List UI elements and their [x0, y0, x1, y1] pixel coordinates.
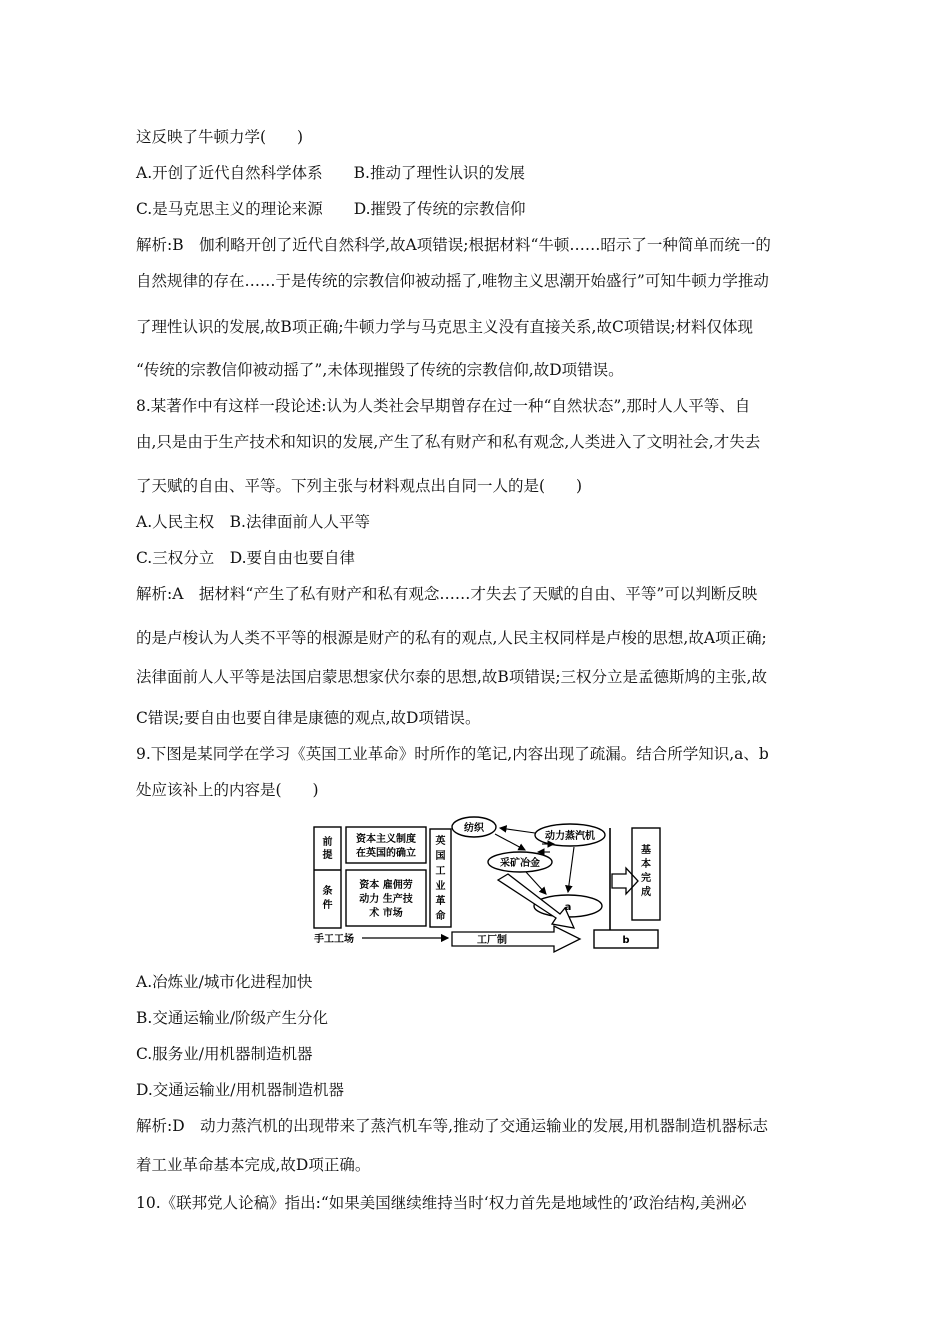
q9-stem-line1: 9.下图是某同学在学习《英国工业革命》时所作的笔记,内容出现了疏漏。结合所学知识,a、b: [136, 745, 769, 763]
q7-analysis-line4: “传统的宗教信仰被动摇了”,未体现摧毁了传统的宗教信仰,故D项错误。: [136, 361, 624, 379]
q8-analysis-line2: 的是卢梭认为人类不平等的根源是财产的私有的观点,人民主权同样是卢梭的思想,故A项正确;: [136, 629, 767, 647]
q8-analysis-line3: 法律面前人人平等是法国启蒙思想家伏尔泰的思想,故B项错误;三权分立是孟德斯鸠的主张,故: [136, 668, 767, 686]
q7-options-row2: C.是马克思主义的理论来源 D.摧毁了传统的宗教信仰: [136, 200, 526, 218]
q8-analysis-line1: 解析:A 据材料“产生了私有财产和私有观念……才失去了天赋的自由、平等”可以判断反映: [136, 585, 758, 603]
blank-b-label: b: [622, 935, 630, 946]
premise-label: [323, 835, 333, 861]
q7-analysis-line3: 了理性认识的发展,故B项正确;牛顿力学与马克思主义没有直接关系,故C项错误;材料仅体现: [136, 318, 754, 336]
industrial-revolution-diagram: [312, 814, 662, 960]
q7-analysis-line1: 解析:B 伽利略开创了近代自然科学,故A项错误;根据材料“牛顿……昭示了一种简单而统一的: [136, 236, 771, 254]
q9-stem-line2: 处应该补上的内容是( ): [136, 781, 319, 799]
q7-options-row1: A.开创了近代自然科学体系 B.推动了理性认识的发展: [136, 164, 525, 182]
factory-arrow: [452, 926, 580, 952]
q8-analysis-line4: C错误;要自由也要自律是康德的观点,故D项错误。: [136, 709, 481, 727]
handicraft-label: 手工工场: [314, 934, 354, 945]
q8-stem-line3: 了天赋的自由、平等。下列主张与材料观点出自同一人的是( ): [136, 477, 583, 495]
premise-text-2: 在英国的确立: [356, 848, 416, 859]
completed-vert-text: 基本完成: [641, 845, 651, 898]
revolution-vert-text: 英国工业革命: [435, 836, 446, 922]
textile-label: 纺织: [464, 823, 484, 834]
q8-stem-line1: 8.某著作中有这样一段论述:认为人类社会早期曾存在过一种“自然状态”,那时人人平等、自: [136, 397, 751, 415]
premise-vert-text: 前提: [322, 837, 333, 861]
q9-option-d: D.交通运输业/用机器制造机器: [136, 1081, 345, 1099]
q10-stem-line1: 10.《联邦党人论稿》指出:“如果美国继续维持当时‘权力首先是地域性的’政治结构,美洲必: [136, 1194, 747, 1212]
completed-label: [641, 843, 651, 898]
condition-text-2: 动力 生产技: [359, 894, 413, 905]
q9-option-b: B.交通运输业/阶级产生分化: [136, 1009, 329, 1027]
steam-engine-label: 动力蒸汽机: [545, 831, 595, 842]
condition-label: [323, 884, 333, 911]
q8-stem-line2: 由,只是由于生产技术和知识的发展,产生了私有财产和私有观念,人类进入了文明社会,才失去: [136, 433, 761, 451]
condition-text-1: 资本 雇佣劳: [359, 880, 413, 891]
mining-label: 采矿冶金: [500, 858, 540, 869]
factory-label: 工厂制: [477, 935, 507, 946]
q9-analysis-line2: 着工业革命基本完成,故D项正确。: [136, 1156, 371, 1174]
q7-analysis-line2: 自然规律的存在……于是传统的宗教信仰被动摇了,唯物主义思潮开始盛行”可知牛顿力学推动: [136, 272, 769, 290]
premise-text-1: 资本主义制度: [356, 834, 416, 845]
blank-a-label: a: [564, 902, 572, 913]
condition-vert-text: 条件: [322, 886, 333, 911]
condition-text-3: 术 市场: [369, 908, 403, 919]
revolution-label: [436, 834, 446, 922]
q8-options-row1: A.人民主权 B.法律面前人人平等: [136, 513, 370, 531]
q7-stem-end: 这反映了牛顿力学( ): [136, 128, 304, 146]
q8-options-row2: C.三权分立 D.要自由也要自律: [136, 549, 356, 567]
q9-analysis-line1: 解析:D 动力蒸汽机的出现带来了蒸汽机车等,推动了交通运输业的发展,用机器制造机器标志: [136, 1117, 769, 1135]
q9-option-c: C.服务业/用机器制造机器: [136, 1045, 313, 1063]
q9-option-a: A.冶炼业/城市化进程加快: [136, 973, 313, 991]
